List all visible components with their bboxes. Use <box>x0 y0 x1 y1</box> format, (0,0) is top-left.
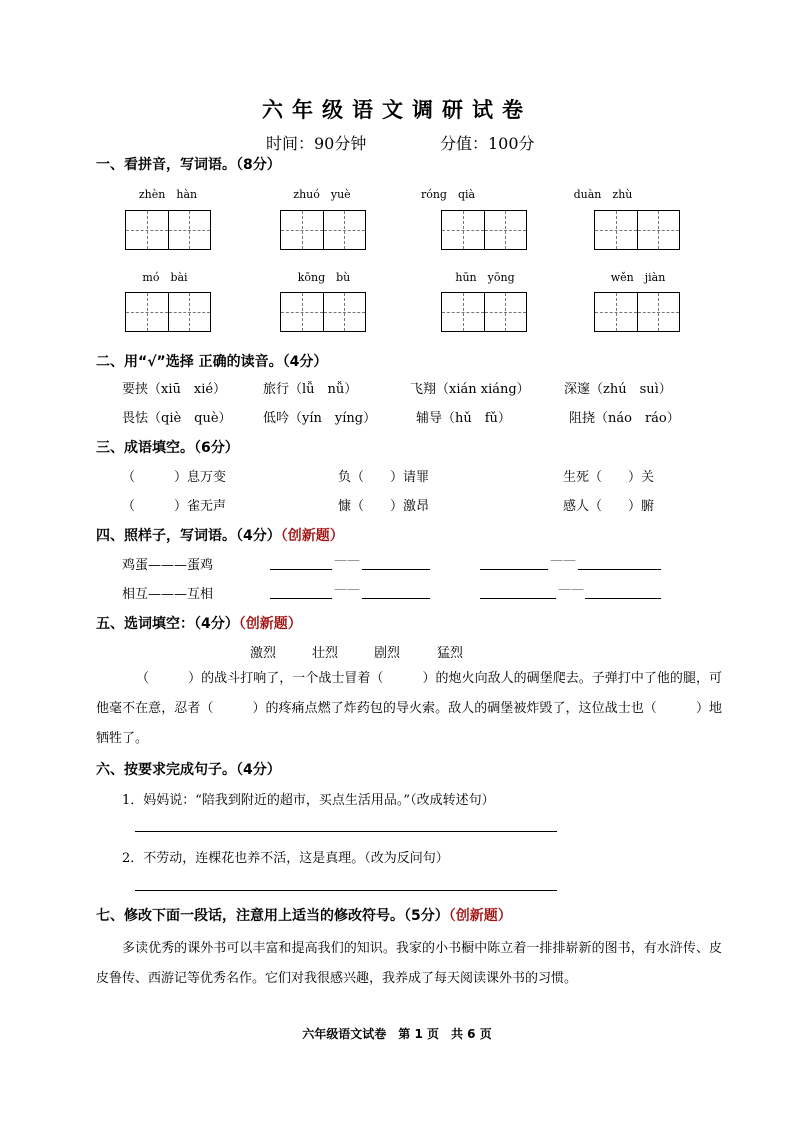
writing-grid[interactable] <box>280 210 366 250</box>
answer-line[interactable] <box>135 890 557 891</box>
answer-line[interactable] <box>270 569 332 570</box>
idiom-blank[interactable]: 慷（ ）激昂 <box>338 499 430 514</box>
answer-line[interactable] <box>270 598 332 599</box>
dash-separator: —— <box>334 582 360 597</box>
idiom-blank[interactable]: 生死（ ）关 <box>563 470 655 485</box>
section-3-heading: 三、成语填空。（6分） <box>96 440 239 456</box>
answer-line[interactable] <box>362 598 430 599</box>
word-option: 壮烈 <box>312 646 339 661</box>
edit-paragraph: 多读优秀的课外书可以丰富和提高我们的知识。我家的小书橱中陈立着一排排崭新的图书，有水浒传、皮皮鲁传、西游记等优秀名作。它们对我很感兴趣，我养成了每天阅读课外书的习惯。 <box>96 941 722 986</box>
pinyin-label: róng qià <box>420 188 476 201</box>
question-1: 1．妈妈说：“陪我到附近的超市，买点生活用品。”（改成转述句） <box>122 793 495 808</box>
example-pair: 相互———互相 <box>122 587 214 602</box>
reading-choice[interactable]: 要挟（xiū xié） <box>122 382 227 397</box>
answer-line[interactable] <box>480 569 548 570</box>
writing-grid[interactable] <box>441 292 527 332</box>
word-option: 猛烈 <box>437 646 464 661</box>
reading-choice[interactable]: 畏怯（qiè què） <box>122 411 232 426</box>
reading-choice[interactable]: 深邃（zhú suì） <box>564 382 672 397</box>
writing-grid[interactable] <box>125 210 211 250</box>
pinyin-label: kōng bù <box>297 271 351 284</box>
section-5-heading: 五、选词填空：（4分）（创新题） <box>96 616 302 632</box>
answer-line[interactable] <box>578 569 661 570</box>
writing-grid[interactable] <box>441 210 527 250</box>
answer-line[interactable] <box>362 569 430 570</box>
writing-grid[interactable] <box>594 210 680 250</box>
writing-grid[interactable] <box>594 292 680 332</box>
pinyin-label: wěn jiàn <box>610 271 666 284</box>
pinyin-label: zhèn hàn <box>138 188 198 201</box>
page-title: 六年级语文调研试卷 <box>262 97 532 122</box>
dash-separator: —— <box>334 553 360 568</box>
reading-choice[interactable]: 飞翔（xián xiáng） <box>410 382 530 397</box>
section-7-heading: 七、修改下面一段话，注意用上适当的修改符号。（5分）（创新题） <box>96 908 512 924</box>
section-4-heading: 四、照样子，写词语。（4分）（创新题） <box>96 528 344 544</box>
reading-choice[interactable]: 低吟（yín yíng） <box>263 411 377 426</box>
section-1-heading: 一、看拼音，写词语。（8分） <box>96 157 281 173</box>
answer-line[interactable] <box>585 598 661 599</box>
example-pair: 鸡蛋———蛋鸡 <box>122 558 214 573</box>
reading-choice[interactable]: 辅导（hǔ fǔ） <box>416 411 511 426</box>
reading-choice[interactable]: 旅行（lǚ nǚ） <box>263 382 358 397</box>
answer-line[interactable] <box>480 598 556 599</box>
word-option: 剧烈 <box>374 646 401 661</box>
idiom-blank[interactable]: （ ）息万变 <box>122 470 227 485</box>
writing-grid[interactable] <box>280 292 366 332</box>
pinyin-label: zhuó yuè <box>293 188 351 201</box>
idiom-blank[interactable]: （ ）雀无声 <box>122 499 227 514</box>
innovation-tag: （创新题） <box>448 908 512 924</box>
section-6-heading: 六、按要求完成句子。（4分） <box>96 762 281 778</box>
idiom-blank[interactable]: 感人（ ）腑 <box>563 499 655 514</box>
innovation-tag: （创新题） <box>280 528 344 544</box>
dash-separator: —— <box>558 582 584 597</box>
question-2: 2．不劳动，连棵花也养不活，这是真理。（改为反问句） <box>122 851 449 866</box>
reading-choice[interactable]: 阻挠（náo ráo） <box>569 411 680 426</box>
fill-paragraph[interactable]: （ ）的战斗打响了，一个战士冒着（ ）的炮火向敌人的碉堡爬去。子弹打中了他的腿，可他毫不在意，忍者（ ）的疼痛点燃了炸药包的导火索。敌人的碉堡被炸毁了，这位战士也（ ）地牺牲了。 <box>96 671 722 746</box>
section-2-heading: 二、用“√”选择 正确的读音。（4分） <box>96 354 328 370</box>
pinyin-label: hūn yōng <box>455 271 515 284</box>
pinyin-label: mó bài <box>142 271 188 284</box>
exam-score: 分值：100分 <box>440 134 535 153</box>
innovation-tag: （创新题） <box>238 616 302 632</box>
page-footer: 六年级语文试卷 第 1 页 共 6 页 <box>302 1027 492 1041</box>
word-option: 激烈 <box>250 646 277 661</box>
writing-grid[interactable] <box>125 292 211 332</box>
dash-separator: —— <box>550 553 576 568</box>
idiom-blank[interactable]: 负（ ）请罪 <box>338 470 430 485</box>
pinyin-label: duàn zhù <box>573 188 633 201</box>
answer-line[interactable] <box>135 831 557 832</box>
exam-time: 时间：90分钟 <box>266 134 367 153</box>
